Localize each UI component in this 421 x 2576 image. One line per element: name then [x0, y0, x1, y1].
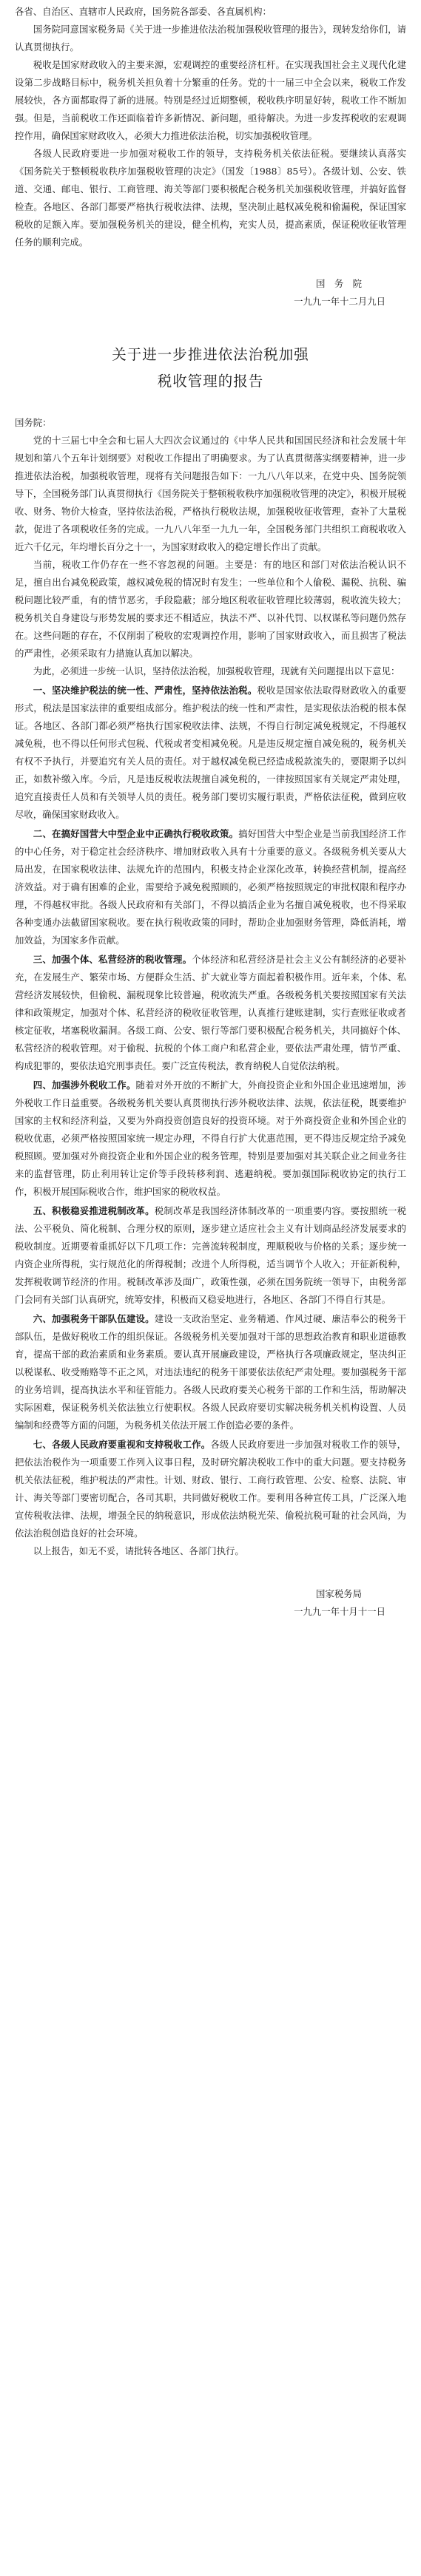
section-heading: 一、坚决维护税法的统一性、严肃性，坚持依法治税。: [33, 685, 257, 696]
report-date: 一九九一年十月十一日: [294, 1606, 385, 1617]
section-heading: 二、在搞好国营大中型企业中正确执行税收政策。: [33, 828, 239, 839]
notice-paragraph: 国务院同意国家税务局《关于进一步推进依法治税加强税收管理的报告》，现转发给你们，请认真贯彻执行。: [15, 24, 406, 52]
section-body: 税收是国家依法取得财政收入的重要形式，税法是国家法律的重要组成部分。维护税法的统一性和严肃性，是实现依法治税的根本保证。各地区、各部门都必须严格执行国家税收法律、法规，不得自行制定减免税规定，不得越权减免税，也不得以任何形式包税、代税或者变相减免税。凡是违反规定擅自减免税的，税务机关有权不予执行，并要追究有关人员的责任。对于越权减免税已经造成税款流失的，要限期予以纠正，如数补缴入库。今后，凡是违反税收法规擅自减免税的，一律按照国家有关规定严肃处理，追究直接责任人员和有关领导人员的责任。税务部门要切实履行职责，严格依法征税，做到应收尽收，确保国家财政收入。: [15, 685, 407, 820]
section-heading: 六、加强税务干部队伍建设。: [33, 1313, 155, 1324]
section-body: 税制改革是我国经济体制改革的一项重要内容。要按照统一税法、公平税负、简化税制、合理分权的原则，逐步建立适应社会主义有计划商品经济发展要求的税收制度。近期要着重抓好以下几项工作：完善流转税制度，理顺税收与价格的关系；逐步统一内资企业所得税，实行规范化的所得税制；改进个人所得税，适当调节个人收入；开征新税种，发挥税收调节经济的作用。税制改革涉及面广，政策性强，必须在国务院统一领导下，由税务部门会同有关部门认真研究，统筹安排，积极而又稳妥地进行，各地区、各部门不得自行其是。: [15, 1205, 406, 1305]
report-signature: [15, 1585, 406, 1621]
report-section: [15, 1202, 406, 1309]
report-section: [15, 1436, 406, 1542]
notice-paragraph: 税收是国家财政收入的主要来源，宏观调控的重要经济杠杆。在实现我国社会主义现代化建设第二步战略目标中，税务机关担负着十分繁重的任务。党的十一届三中全会以来，税收工作发展较快，各方面都取得了新的进展。特别是经过近期整顿，税收秩序明显好转，税收工作不断加强。但是，当前税收工作还面临着许多新情况、新问题，亟待解决。为进一步发挥税收的宏观调控作用，确保国家财政收入，必须大力推进依法治税，切实加强税收管理。: [15, 59, 406, 141]
report-section: [15, 682, 406, 824]
report-salutation: 国务院：: [15, 417, 52, 428]
document-page: [0, 3, 421, 2576]
section-heading: 四、加强涉外税收工作。: [33, 1079, 136, 1091]
section-body: 各级人民政府要进一步加强对税收工作的领导，把依法治税作为一项重要工作列入议事日程，及时研究解决税收工作中的重大问题。要支持税务机关依法征税，维护税法的严肃性。计划、财政、银行、工商行政管理、公安、检察、法院、审计、海关等部门要密切配合，各司其职，共同做好税收工作。要利用各种宣传工具，广泛深入地宣传税收法律、法规，增强全民的纳税意识，形成依法纳税光荣、偷税抗税可耻的社会风尚，为依法治税创造良好的社会环境。: [15, 1439, 407, 1539]
report-issuer: 国家税务局: [316, 1588, 362, 1599]
report-section: [15, 825, 406, 949]
report-intro-paragraph: 当前，税收工作仍存在一些不容忽视的问题。主要是：有的地区和部门对依法治税认识不足，擅自出台减免税政策，越权减免税的情况时有发生；一些单位和个人偷税、漏税、抗税、骗税问题比较严重，有的情节恶劣，手段隐蔽；部分地区税收征收管理比较薄弱，税收流失较大；税务机关自身建设与形势发展的要求还不相适应，执法不严、以补代罚、以权谋私等问题仍然存在。这些问题的存在，不仅削弱了税收的宏观调控作用，影响了国家财政收入，而且损害了税法的严肃性，必须采取有力措施认真加以解决。: [15, 559, 406, 659]
report-closing: 以上报告，如无不妥，请批转各地区、各部门执行。: [33, 1545, 244, 1556]
section-body: 建设一支政治坚定、业务精通、作风过硬、廉洁奉公的税务干部队伍，是做好税收工作的组织保证。各级税务机关要加强对干部的思想政治教育和职业道德教育，提高干部的政治素质和业务素质。要认真开展廉政建设，严格执行各项廉政规定，坚决纠正以税谋私、收受贿赂等不正之风，对违法违纪的税务干部要依法依纪严肃处理。要加强税务干部的业务培训，提高执法水平和征管能力。各级人民政府要关心税务干部的工作和生活，帮助解决实际困难，保证税务机关依法独立行使职权。各级人民政府要切实解决税务机关机构设置、人员编制和经费等方面的问题，为税务机关依法开展工作创造必要的条件。: [15, 1313, 406, 1431]
section-body: 个体经济和私营经济是社会主义公有制经济的必要补充，在发展生产、繁荣市场、方便群众生活、扩大就业等方面起着积极作用。近年来，个体、私营经济发展较快，但偷税、漏税现象比较普遍，税收流失严重。各级税务机关要按照国家有关法律和政策规定，加强对个体、私营经济的税收征收管理，认真推行建账建制，实行查账征收或者核定征收，堵塞税收漏洞。各级工商、公安、银行等部门要积极配合税务机关，共同搞好个体、私营经济的税收管理。对于偷税、抗税的个体工商户和私营企业，要依法严肃处理，情节严重、构成犯罪的，要依法追究刑事责任。要广泛宣传税法，教育纳税人自觉依法纳税。: [15, 954, 407, 1071]
report-title: [15, 342, 406, 395]
report-intro-paragraph: 为此，必须进一步统一认识，坚持依法治税，加强税收管理，现就有关问题提出以下意见：: [33, 665, 400, 677]
section-heading: 七、各级人民政府要重视和支持税收工作。: [33, 1439, 211, 1450]
notice-paragraph: 各级人民政府要进一步加强对税收工作的领导，支持税务机关依法征税。要继续认真落实《国务院关于整顿税收秩序加强税收管理的决定》（国发〔1988〕85号）。各级计划、公安、铁道、交通、邮电、银行、工商管理、海关等部门要积极配合税务机关加强税收管理，并搞好监督检查。各地区、各部门都要严格执行税收法律、法规，坚决制止越权减免税和偷漏税，保证国家税收的足额入库。要加强税务机关的建设，健全机构，充实人员，提高素质，保证税收征收管理任务的顺利完成。: [15, 148, 406, 248]
report-section: [15, 1310, 406, 1434]
notice-addressees: 各省、自治区、直辖市人民政府，国务院各部委、各直属机构：: [15, 6, 272, 17]
section-heading: 三、加强个体、私营经济的税收管理。: [33, 954, 192, 965]
notice-date: 一九九一年十二月九日: [294, 296, 385, 307]
section-body: 随着对外开放的不断扩大，外商投资企业和外国企业迅速增加，涉外税收工作日益重要。各级税务机关要认真贯彻执行涉外税收法律、法规，依法征税，既要维护国家的主权和经济利益，又要为外商投资创造良好的投资环境。对于外商投资企业和外国企业的税收优惠，必须严格按照国家统一规定办理，不得自行扩大优惠范围，更不得违反规定给予减免税照顾。要加强对外商投资企业和外国企业的税务管理，特别是要加强对其关联企业之间业务往来的监督管理，防止利用转让定价等手段转移利润、逃避纳税。要加强国际税收协定的执行工作，积极开展国际税收合作，维护国家的税收权益。: [15, 1079, 407, 1197]
report-section: [15, 951, 406, 1075]
section-heading: 五、积极稳妥推进税制改革。: [33, 1205, 155, 1216]
report-intro-paragraph: 党的十三届七中全会和七届人大四次会议通过的《中华人民共和国国民经济和社会发展十年规划和第八个五年计划纲要》对税收工作提出了明确要求。为了认真贯彻落实纲要精神，进一步推进依法治税，加强税收管理，现将有关问题报告如下：一九八八年以来，在党中央、国务院领导下，全国税务部门认真贯彻执行《国务院关于整顿税收秩序加强税收管理的决定》，积极开展税收、财务、物价大检查，坚持依法治税，严格执行税收法规，加强税收征收管理，查补了大量税款，促进了各项税收任务的完成。一九八八年至一九九一年，全国税务部门共组织工商税收收入近六千亿元，年均增长百分之十一，为国家财政收入的稳定增长作出了贡献。: [15, 435, 406, 552]
notice-issuer: 国 务 院: [316, 278, 362, 289]
report-title-line: 关于进一步推进依法治税加强: [112, 346, 309, 363]
report-section: [15, 1077, 406, 1201]
section-body: 搞好国营大中型企业是当前我国经济工作的中心任务，对于稳定社会经济秩序、增加财政收入具有十分重要的意义。各级税务机关要从大局出发，在国家税收法律、法规允许的范围内，积极支持企业深化改革，转换经营机制，提高经济效益。对于确有困难的企业，需要给予减免税照顾的，必须严格按照规定的审批权限和程序办理，不得越权审批。各级人民政府和有关部门，不得以搞活企业为名擅自减免税收，也不得采取各种变通办法截留国家税收。要在执行税收政策的同时，帮助企业加强财务管理，降低消耗，增加效益，为国家多作贡献。: [15, 828, 407, 946]
report-title-line: 税收管理的报告: [157, 373, 264, 390]
notice-signature: [15, 275, 406, 311]
